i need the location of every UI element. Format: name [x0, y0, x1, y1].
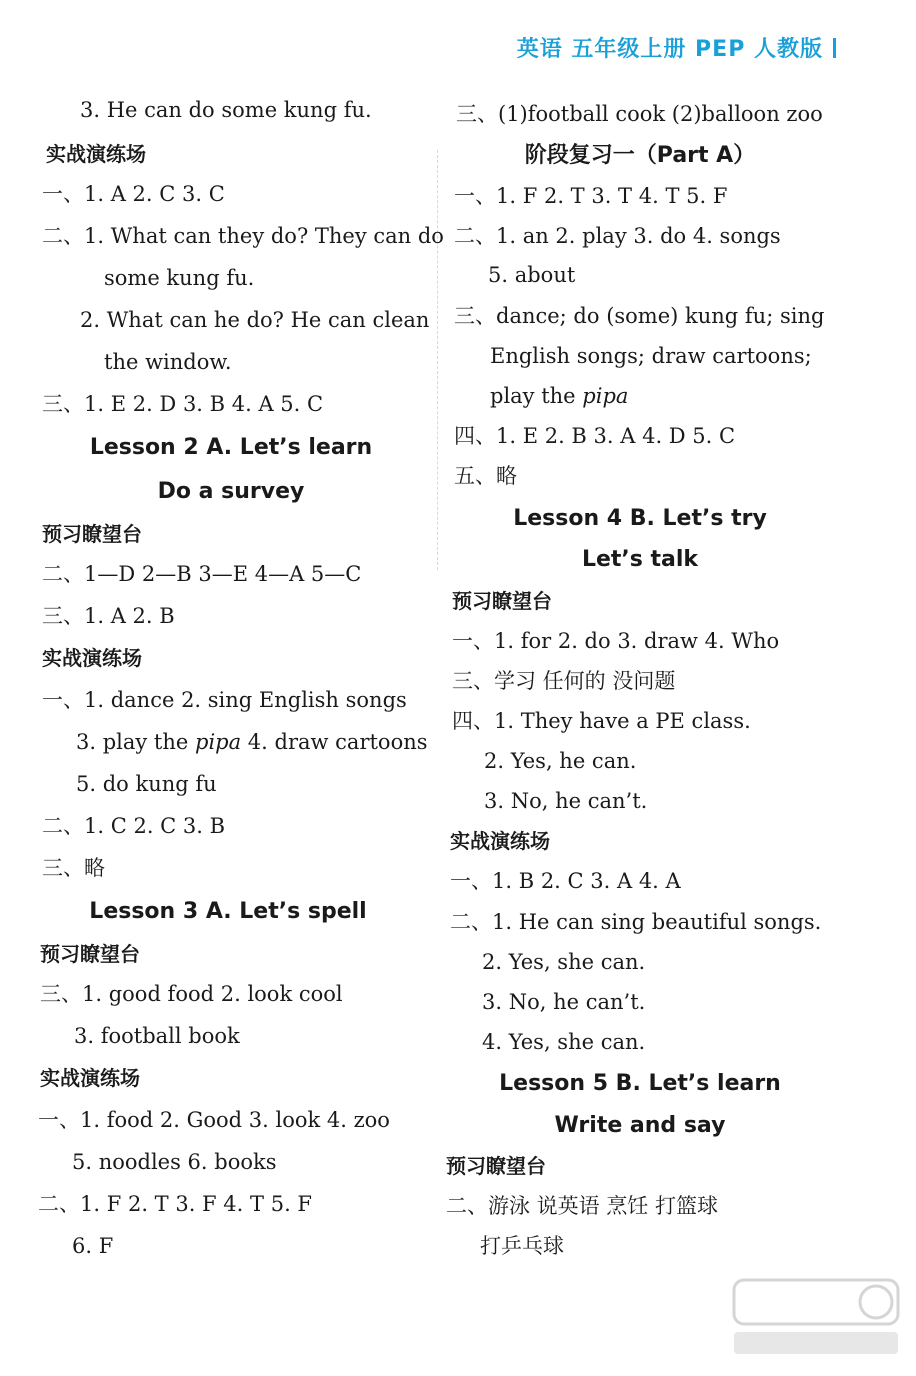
answer-line: 二、1. What can they do? They can do: [42, 224, 444, 248]
answer-line: 5. noodles 6. books: [72, 1150, 277, 1174]
answer-line: 6. F: [72, 1234, 114, 1258]
answer-line: 2. Yes, he can.: [484, 749, 637, 773]
lesson-heading: Lesson 2 A. Let’s learn: [89, 435, 373, 460]
answer-line: 5. about: [488, 263, 576, 287]
answer-line: 2. What can he do? He can clean: [80, 308, 430, 332]
answer-line: 一、1. for 2. do 3. draw 4. Who: [452, 629, 780, 653]
lesson-heading: Lesson 3 A. Let’s spell: [89, 899, 367, 924]
answer-line: 一、1. food 2. Good 3. look 4. zoo: [38, 1108, 390, 1132]
answer-line: 三、(1)football cook (2)balloon zoo: [456, 102, 823, 126]
answer-line: 4. Yes, she can.: [482, 1030, 646, 1054]
answer-line: 3. football book: [74, 1024, 240, 1048]
answer-line: 四、1. They have a PE class.: [452, 709, 751, 733]
answer-line: some kung fu.: [104, 266, 255, 290]
answer-line: 3. No, he can’t.: [482, 990, 646, 1014]
answer-line: 一、1. dance 2. sing English songs: [42, 688, 407, 712]
answer-line: English songs; draw cartoons;: [490, 344, 812, 368]
section-heading: 预习瞭望台: [42, 522, 142, 546]
section-heading: 实战演练场: [42, 646, 142, 670]
section-heading: 实战演练场: [46, 142, 146, 166]
section-heading: 实战演练场: [450, 829, 550, 853]
answer-line: the window.: [104, 350, 232, 374]
lesson-subheading: Do a survey: [157, 479, 305, 504]
section-heading: 预习瞭望台: [446, 1154, 546, 1178]
text-span: play the: [490, 384, 583, 408]
answer-line: 三、学习 任何的 没问题: [452, 669, 676, 693]
answer-line: 二、1. He can sing beautiful songs.: [450, 910, 822, 934]
answer-line: 三、1. A 2. B: [42, 604, 175, 628]
answer-line: 二、1—D 2—B 3—E 4—A 5—C: [42, 562, 362, 586]
header-title: 英语 五年级上册 PEP 人教版: [516, 37, 823, 62]
header-bar: [833, 38, 836, 58]
answer-line: 3. No, he can’t.: [484, 789, 648, 813]
italic-word: pipa: [195, 730, 242, 754]
lesson-heading: 阶段复习一（Part A）: [524, 143, 756, 168]
answer-line: 三、1. good food 2. look cool: [40, 982, 343, 1006]
lesson-subheading: Let’s talk: [581, 547, 699, 572]
answer-line: 打乒乓球: [480, 1234, 564, 1258]
section-heading: 预习瞭望台: [40, 942, 140, 966]
text-span: 4. draw cartoons: [241, 730, 428, 754]
lesson-subheading: Write and say: [554, 1113, 726, 1138]
answer-line: 三、dance; do (some) kung fu; sing: [454, 304, 825, 328]
lesson-heading: Lesson 4 B. Let’s try: [513, 506, 767, 531]
answer-line: 3. He can do some kung fu.: [80, 98, 372, 122]
answer-line: 二、游泳 说英语 烹饪 打篮球: [446, 1194, 719, 1218]
answer-line: 一、1. A 2. C 3. C: [42, 182, 225, 206]
section-heading: 实战演练场: [40, 1066, 140, 1090]
watermark-logo-icon: [726, 1272, 906, 1362]
answer-line: 二、1. C 2. C 3. B: [42, 814, 226, 838]
text-span: 3. play the: [76, 730, 195, 754]
answer-line: 一、1. F 2. T 3. T 4. T 5. F: [454, 184, 728, 208]
answer-line: 三、略: [42, 856, 105, 880]
answer-line: 三、1. E 2. D 3. B 4. A 5. C: [42, 392, 324, 416]
answer-line: 一、1. B 2. C 3. A 4. A: [450, 869, 681, 893]
answer-line: 五、略: [454, 464, 517, 488]
answer-line: 二、1. F 2. T 3. F 4. T 5. F: [38, 1192, 312, 1216]
answer-line: 2. Yes, she can.: [482, 950, 646, 974]
answer-line: [76, 728, 428, 756]
answer-line: 四、1. E 2. B 3. A 4. D 5. C: [454, 424, 736, 448]
section-heading: 预习瞭望台: [452, 589, 552, 613]
lesson-heading: Lesson 5 B. Let’s learn: [499, 1071, 781, 1096]
page-header: [517, 32, 836, 63]
italic-word: pipa: [582, 384, 629, 408]
answer-line: 二、1. an 2. play 3. do 4. songs: [454, 224, 781, 248]
column-divider: [437, 150, 438, 570]
answer-line: [490, 382, 628, 410]
answer-line: 5. do kung fu: [76, 772, 217, 796]
